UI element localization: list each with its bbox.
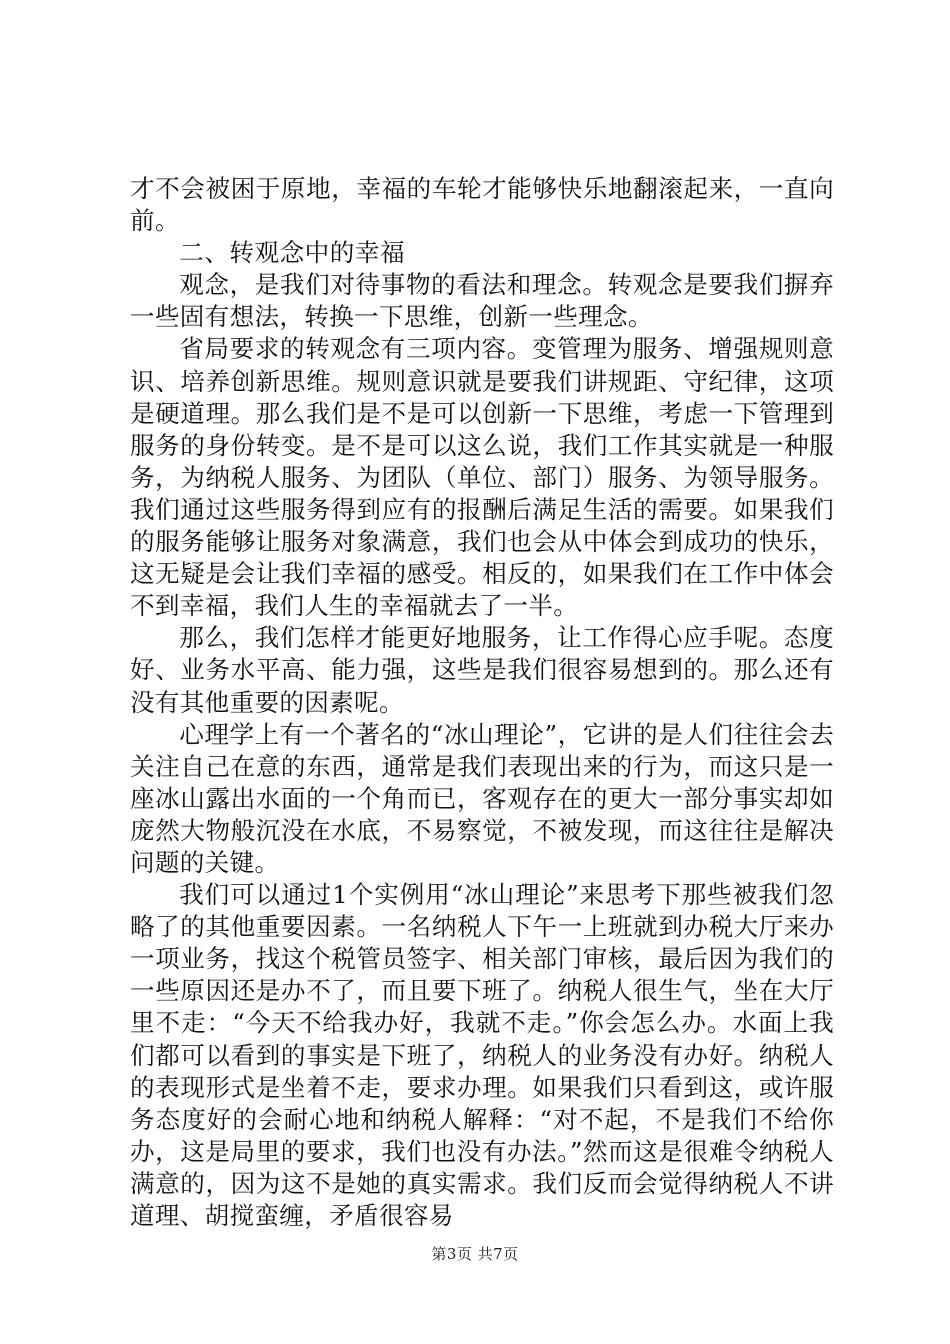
paragraph-concept: 观念，是我们对待事物的看法和理念。转观念是要我们摒弃一些固有想法，转换一下思维，创新一些理念。 bbox=[130, 270, 834, 332]
page-number: 第3页 共7页 bbox=[431, 1245, 519, 1263]
section-heading: 二、转观念中的幸福 bbox=[179, 238, 406, 268]
document-body bbox=[130, 173, 834, 1232]
paragraph-better-service: 那么，我们怎样才能更好地服务，让工作得心应手呢。态度好、业务水平高、能力强，这些是我们很容易想到的。那么还有没有其他重要的因素呢。 bbox=[130, 623, 834, 717]
page-footer bbox=[0, 1244, 950, 1264]
paragraph-iceberg-theory: 心理学上有一个著名的“冰山理论”，它讲的是人们往往会去关注自己在意的东西，通常是我们表现出来的行为，而这只是一座冰山露出水面的一个角而已，客观存在的更大一部分事实却如庞然大物般沉没在水底，不易察觉，不被发现，而这往往是解决问题的关键。 bbox=[130, 719, 834, 877]
paragraph-bureau-requirements: 省局要求的转观念有三项内容。变管理为服务、增强规则意识、培养创新思维。规则意识就是要我们讲规距、守纪律，这项是硬道理。那么我们是不是可以创新一下思维，考虑一下管理到服务的身份转变。是不是可以这么说，我们工作其实就是一种服务，为纳税人服务、为团队（单位、部门）服务、为领导服务。我们通过这些服务得到应有的报酬后满足生活的需要。如果我们的服务能够让服务对象满意，我们也会从中体会到成功的快乐，这无疑是会让我们幸福的感受。相反的，如果我们在工作中体会不到幸福，我们人生的幸福就去了一半。 bbox=[130, 334, 834, 621]
paragraph-example: 我们可以通过1个实例用“冰山理论”来思考下那些被我们忽略了的其他重要因素。一名纳税人下午一上班就到办税大厅来办一项业务，找这个税管员签字、相关部门审核，最后因为我们的一些原因还是办不了，而且要下班了。纳税人很生气，坐在大厅里不走：“今天不给我办好，我就不走。”你会怎么办。水面上我们都可以看到的事实是下班了，纳税人的业务没有办好。纳税人的表现形式是坐着不走，要求办理。如果我们只看到这，或许服务态度好的会耐心地和纳税人解释：“对不起，不是我们不给你办，这是局里的要求，我们也没有办法。”然而这是很难令纳税人满意的，因为这不是她的真实需求。我们反而会觉得纳税人不讲道理、胡搅蛮缠，矛盾很容易 bbox=[130, 880, 834, 1230]
paragraph-continuation: 才不会被困于原地，幸福的车轮才能够快乐地翻滚起来，一直向前。 bbox=[130, 174, 834, 236]
